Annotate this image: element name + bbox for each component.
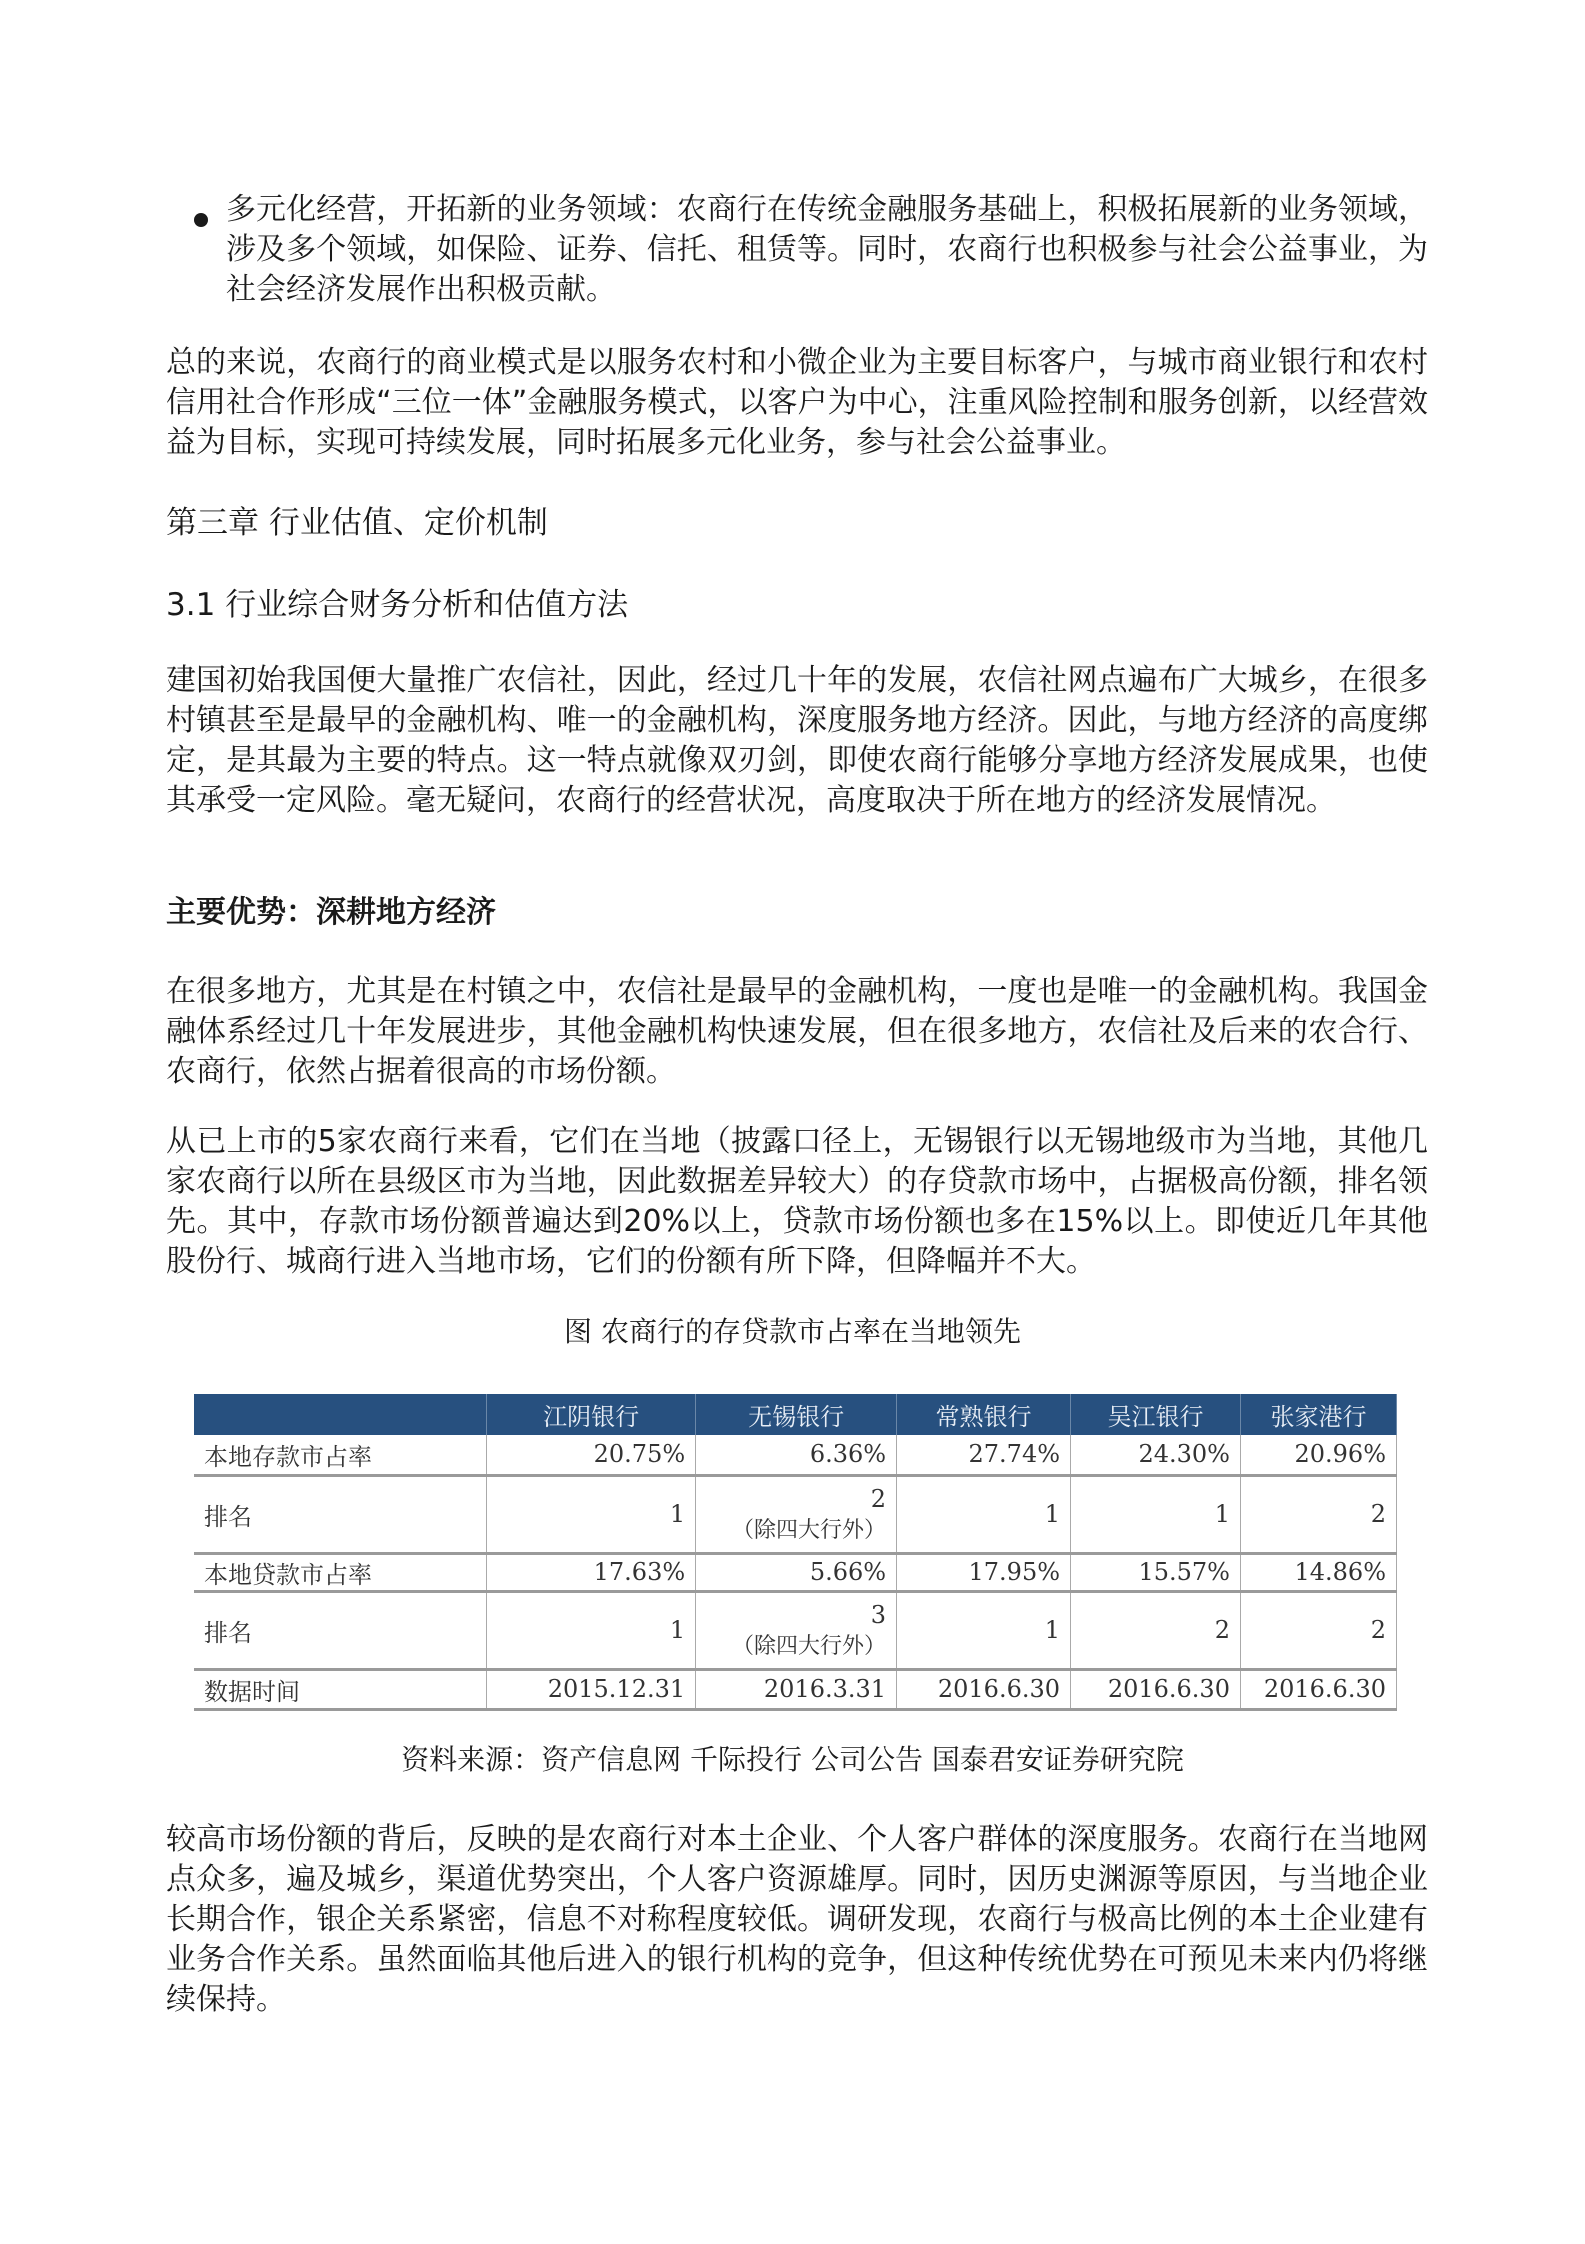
- bold-heading: 主要优势：深耕地方经济: [166, 895, 496, 930]
- summary-paragraph: 总的来说，农商行的商业模式是以服务农村和小微企业为主要目标客户，与城市商业银行和农村信用社合作形成“三位一体”金融服务模式，以客户为中心，注重风险控制和服务创新，以经营效益为目标，实现可持续发展，同时拓展多元化业务，参与社会公益事业。: [166, 345, 1428, 460]
- table-cell: [1071, 1475, 1241, 1553]
- column-header: 吴江银行: [1071, 1394, 1241, 1435]
- row-label: 数据时间: [194, 1669, 487, 1709]
- cell-value: 24.30%: [1138, 1440, 1230, 1469]
- column-header: 无锡银行: [696, 1394, 897, 1435]
- table-row: [194, 1669, 1397, 1709]
- column-header: 江阴银行: [487, 1394, 696, 1435]
- cell-value: 5.66%: [809, 1558, 887, 1586]
- row-label: 本地存款市占率: [194, 1435, 487, 1475]
- table-cell: [696, 1435, 897, 1475]
- paragraph-3: 从已上市的5家农商行来看，它们在当地（披露口径上，无锡银行以无锡地级市为当地，其他几家农商行以所在县级区市为当地，因此数据差异较大）的存贷款市场中，占据极高份额，排名领先。其中，存款市场份额普遍达到20%以上，贷款市场份额也多在15%以上。即使近几年其他股份行、城商行进入当地市场，它们的份额有所下降，但降幅并不大。: [166, 1124, 1428, 1279]
- table-cell: [1240, 1435, 1396, 1475]
- source-note: 资料来源：资产信息网 千际投行 公司公告 国泰君安证券研究院: [401, 1743, 1184, 1776]
- cell-value: 1: [1214, 1500, 1230, 1528]
- table-row: [194, 1475, 1397, 1553]
- table-cell: [897, 1435, 1071, 1475]
- cell-value: 20.75%: [593, 1440, 686, 1469]
- cell-value: 15.57%: [1138, 1558, 1230, 1586]
- cell-value: 2016.6.30: [937, 1675, 1061, 1703]
- table-cell: [487, 1669, 696, 1709]
- cell-value: 2: [870, 1484, 887, 1513]
- cell-value: 6.36%: [809, 1440, 887, 1469]
- cell-value: 17.63%: [593, 1558, 686, 1586]
- paragraph-1: 建国初始我国便大量推广农信社，因此，经过几十年的发展，农信社网点遍布广大城乡，在很多村镇甚至是最早的金融机构、唯一的金融机构，深度服务地方经济。因此，与地方经济的高度绑定，是其最为主要的特点。这一特点就像双刃剑，即使农商行能够分享地方经济发展成果，也使其承受一定风险。毫无疑问，农商行的经营状况，高度取决于所在地方的经济发展情况。: [166, 663, 1428, 818]
- column-header: 张家港行: [1240, 1394, 1396, 1435]
- table-cell: [1240, 1553, 1396, 1591]
- cell-value: 2: [1370, 1616, 1386, 1644]
- table-cell: [696, 1475, 897, 1553]
- table-cell: [897, 1591, 1071, 1669]
- table-row: [194, 1553, 1397, 1591]
- table-cell: [696, 1669, 897, 1709]
- table-cell: [1240, 1475, 1396, 1553]
- cell-value: 1: [669, 1616, 686, 1644]
- row-label: 排名: [194, 1475, 487, 1553]
- table-cell: [1240, 1669, 1396, 1709]
- table-cell: [1071, 1435, 1241, 1475]
- table-cell: [487, 1475, 696, 1553]
- chapter-title: 第三章 行业估值、定价机制: [166, 505, 548, 541]
- table-cell: [897, 1553, 1071, 1591]
- table-header-row: [194, 1394, 1397, 1435]
- table-cell: [1071, 1553, 1241, 1591]
- market-share-table: [194, 1394, 1397, 1711]
- cell-note: （除四大行外）: [732, 1517, 887, 1543]
- paragraph-4: 较高市场份额的背后，反映的是农商行对本土企业、个人客户群体的深度服务。农商行在当地网点众多，遍及城乡，渠道优势突出，个人客户资源雄厚。同时，因历史渊源等原因，与当地企业长期合作，银企关系紧密，信息不对称程度较低。调研发现，农商行与极高比例的本土企业建有业务合作关系。虽然面临其他后进入的银行机构的竞争，但这种传统优势在可预见未来内仍将继续保持。: [166, 1822, 1428, 2017]
- cell-value: 2: [1370, 1500, 1386, 1528]
- cell-value: 2015.12.31: [547, 1675, 686, 1703]
- table-cell: [1071, 1669, 1241, 1709]
- paragraph-2: 在很多地方，尤其是在村镇之中，农信社是最早的金融机构，一度也是唯一的金融机构。我国金融体系经过几十年发展进步，其他金融机构快速发展，但在很多地方，农信社及后来的农合行、农商行，依然占据着很高的市场份额。: [166, 974, 1428, 1089]
- cell-value: 2016.6.30: [1263, 1675, 1386, 1703]
- figure-caption: 图 农商行的存贷款市占率在当地领先: [564, 1315, 1021, 1348]
- cell-value: 1: [669, 1500, 686, 1528]
- column-header: [194, 1394, 487, 1435]
- row-label: 排名: [194, 1591, 487, 1669]
- table-cell: [487, 1435, 696, 1475]
- cell-value: 3: [870, 1600, 887, 1629]
- table-cell: [1240, 1591, 1396, 1669]
- column-header: 常熟银行: [897, 1394, 1071, 1435]
- row-label: 本地贷款市占率: [194, 1553, 487, 1591]
- cell-value: 2016.3.31: [763, 1675, 887, 1703]
- table-cell: [696, 1591, 897, 1669]
- cell-value: 1: [1044, 1500, 1061, 1528]
- table-cell: [487, 1553, 696, 1591]
- cell-value: 2016.6.30: [1107, 1675, 1230, 1703]
- table-row: [194, 1591, 1397, 1669]
- table-cell: [897, 1669, 1071, 1709]
- table-row: [194, 1435, 1397, 1475]
- cell-value: 1: [1044, 1616, 1061, 1644]
- table-cell: [1071, 1591, 1241, 1669]
- table-cell: [487, 1591, 696, 1669]
- cell-value: 2: [1214, 1616, 1230, 1644]
- cell-value: 17.95%: [968, 1558, 1061, 1586]
- cell-note: （除四大行外）: [732, 1633, 887, 1659]
- cell-value: 27.74%: [968, 1440, 1061, 1469]
- bullet-icon: [194, 213, 208, 227]
- section-title: 3.1 行业综合财务分析和估值方法: [166, 587, 629, 623]
- table-cell: [897, 1475, 1071, 1553]
- bullet-item: 多元化经营，开拓新的业务领域：农商行在传统金融服务基础上，积极拓展新的业务领域，涉及多个领域，如保险、证券、信托、租赁等。同时，农商行也积极参与社会公益事业，为社会经济发展作出积极贡献。: [226, 192, 1428, 307]
- cell-value: 20.96%: [1294, 1440, 1386, 1469]
- cell-value: 14.86%: [1294, 1558, 1386, 1586]
- table-cell: [696, 1553, 897, 1591]
